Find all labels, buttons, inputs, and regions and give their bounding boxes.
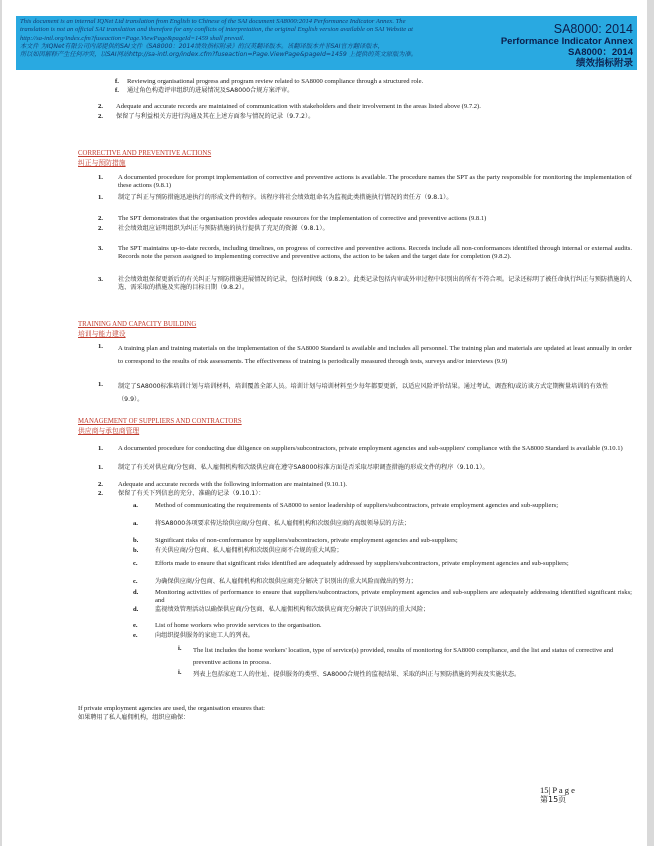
section-heading: TRAINING AND CAPACITY BUILDING — [78, 321, 197, 328]
title-standard: SA8000: 2014 — [553, 22, 633, 36]
item-letter: a. — [133, 520, 138, 527]
title-annex-zh: 绩效指标附录 — [575, 58, 633, 69]
item-text-zh: 通过角色构造评审组织的进展情况及SA8000合规方案评审。 — [127, 87, 294, 94]
page-number-zh: 第15页 — [540, 795, 567, 804]
item-text: A training plan and training materials on the implementation of the SA8000 Standard is available and includes all personnel. The training plan and materials are updated at least annually in order to correspond to the results of risk assessments. The effectiveness of training is periodically measured through tests, surveys and/or interviews (9.9) — [118, 345, 632, 365]
section-heading-zh: 供应商与承包商管理 — [78, 427, 140, 435]
notice-line: 所以如因解释产生任何冲突，以SAI网站http://sa-intl.org/index.cfm?fuseaction=Page.ViewPage&pageId=1459 上提供的英文原版为准。 — [20, 51, 417, 59]
item-letter: e. — [133, 622, 138, 629]
item-text-zh: 社会绩效组保留更新后的有关纠正与预防措施进展情况的记录，包括时间线（9.8.2）。此类记录包括内审或外审过程中识别出的所有不符合项。记录还标明了被任命执行纠正与预防措施的人选、需采取的措施及实施的目标日期（9.8.2）。 — [118, 276, 632, 292]
item-text-zh: 有关供应商/分包商、私人雇佣机构和次级供应商不合规的重大风险； — [155, 547, 343, 554]
item-letter: c. — [133, 560, 138, 567]
item-number: f. — [115, 78, 119, 85]
item-text-zh: 监视绩效管理活动以确保供应商/分包商、私人雇佣机构和次级供应商充分解决了识别出的重大风险； — [155, 606, 430, 613]
notice-line: translation is not an official SAI translation and therefore for any conflicts of interpretation, the original English version available on SAI Website at — [20, 26, 413, 34]
item-text: Reviewing organisational progress and program review related to SA8000 compliance through a structured role. — [127, 78, 424, 85]
document-page — [2, 0, 647, 846]
title-standard-zh: SA8000：2014 — [568, 47, 633, 58]
notice-line: http://sa-intl.org/index.cfm?fuseaction=Page.ViewPage&pageId=1459 shall prevail. — [20, 34, 245, 42]
item-text-zh: 制定了有关对供应商/分包商、私人雇佣机构和次级供应商在遵守SA8000标准方面是否采取尽职调查措施的形成文件的程序（9.10.1）。 — [118, 464, 489, 471]
item-number: 1. — [98, 464, 103, 471]
item-number: f. — [115, 87, 119, 94]
item-text: Significant risks of non-conformance by suppliers/subcontractors, private employment agencies and sub-suppliers; — [155, 537, 458, 544]
translation-notice — [20, 18, 514, 59]
item-number: 1. — [98, 194, 103, 201]
section-heading: CORRECTIVE AND PREVENTIVE ACTIONS — [78, 150, 212, 157]
item-number: 2. — [98, 113, 103, 120]
closing-text-zh: 如果聘用了私人雇佣机构，组织应确保： — [78, 714, 190, 721]
item-text: A documented procedure for conducting due diligence on suppliers/subcontractors, private employment agencies and sub-suppliers' compliance with the SA8000 Standard is available (9.10.1) — [118, 445, 623, 452]
item-text: A documented procedure for prompt implementation of corrective and preventive actions is available. The procedure names the SPT as the party responsible for monitoring the implementation of these actions (9.8.1) — [118, 174, 632, 190]
item-text-zh: 向组织提供服务的家庭工人的列表。 — [155, 632, 254, 639]
item-number: 2. — [98, 215, 103, 222]
item-text-zh: 列表上包括家庭工人的住址、提供服务的类型、SA8000合规性的监视结果、采取的纠正与预防措施的列表及实施状态。 — [193, 671, 521, 678]
notice-line: This document is an internal IQNet Ltd translation from English to Chinese of the SAI document SA8000:2014 Performance Indicator Annex. The — [20, 18, 406, 25]
item-letter: d. — [133, 589, 139, 596]
item-roman: i. — [178, 645, 182, 652]
item-text: Adequate and accurate records are maintained of communication with stakeholders and their involvement in the areas listed above (9.7.2). — [116, 103, 481, 110]
item-text-zh: 制定了SA8000标准培训计划与培训材料，培训覆盖全部人员。培训计划与培训材料至少每年都要更新，以适应风险评价结果。通过考试、调查和/或访谈方式定期衡量培训的有效性（9.9）。 — [118, 383, 609, 403]
item-text: Adequate and accurate records with the following information are maintained (9.10.1). — [118, 481, 348, 488]
item-text-zh: 社会绩效组应证明组织为纠正与预防措施的执行提供了充足的资源（9.8.1）。 — [118, 225, 329, 232]
item-letter: c. — [133, 578, 138, 585]
item-number: 1. — [98, 381, 103, 388]
item-text: The SPT demonstrates that the organisation provides adequate resources for the implementation of corrective and preventive actions (9.8.1) — [118, 215, 487, 222]
item-number: 3. — [98, 245, 103, 252]
item-number: 3. — [98, 276, 103, 283]
item-number: 2. — [98, 103, 103, 110]
title-annex: Performance Indicator Annex — [500, 36, 633, 47]
item-letter: a. — [133, 502, 138, 509]
item-number: 2. — [98, 490, 103, 497]
item-number: 1. — [98, 445, 103, 452]
item-roman: i. — [178, 669, 182, 676]
item-number: 2. — [98, 225, 103, 232]
item-text: Method of communicating the requirements of SA8000 to senior leadership of suppliers/subcontractors, private employment agencies and sub-suppliers; — [155, 502, 559, 509]
item-letter: e. — [133, 632, 138, 639]
item-number: 2. — [98, 481, 103, 488]
document-title — [473, 22, 633, 69]
item-text-zh: 保留了与利益相关方进行沟通及其在上述方面参与情况的记录（9.7.2）。 — [116, 113, 315, 120]
item-text: List of home workers who provide services to the organisation. — [155, 622, 322, 629]
item-number: 1. — [98, 343, 103, 350]
item-number: 1. — [98, 174, 103, 181]
item-text-zh: 将SA8000各项要求传达给供应商/分包商、私人雇佣机构和次级供应商的高级领导层的方法； — [155, 520, 411, 527]
item-text-zh: 制定了纠正与预防措施迅速执行的形成文件的程序。该程序将社会绩效组命名为监视此类措施执行情况的责任方（9.8.1）。 — [118, 194, 453, 201]
item-letter: b. — [133, 547, 139, 554]
item-text: The SPT maintains up-to-date records, including timelines, on progress of corrective and preventive actions. Records include all non-conformances identified through internal or external audits. Records note the person assigned to implementing corrective and preventive actions, the action to be taken and the target date for completion (9.8.2). — [118, 245, 632, 261]
notice-line: 本文件 为IQNet有限公司内部提供的SAI文件《SA8000：2014绩效指标附录》的汉英翻译版本。该翻译版本并非SAI官方翻译版本， — [20, 42, 384, 50]
page-number: 15| P a g e — [540, 785, 575, 795]
item-text: Monitoring activities of performance to ensure that suppliers/subcontractors, private employment agencies and sub-suppliers are adequately addressing identified significant risks; and — [155, 589, 632, 605]
item-text: Efforts made to ensure that significant risks identified are adequately addressed by suppliers/subcontractors, private employment agencies and sub-suppliers; — [155, 560, 569, 567]
page-footer — [540, 785, 575, 805]
item-text: The list includes the home workers' location, type of service(s) provided, results of monitoring for SA8000 compliance, and the list and status of corrective and preventive actions in process. — [193, 647, 614, 666]
item-letter: d. — [133, 606, 139, 613]
item-text-zh: 为确保供应商/分包商、私人雇佣机构和次级供应商充分解决了识别出的重大风险而做出的努力； — [155, 578, 417, 585]
section-heading-zh: 纠正与预防措施 — [78, 159, 126, 167]
section-heading-zh: 培训与能力建设 — [78, 330, 126, 338]
item-letter: b. — [133, 537, 139, 544]
closing-text: If private employment agencies are used, the organisation ensures that: — [78, 705, 266, 712]
translation-notice-banner — [16, 16, 637, 70]
item-text-zh: 保留了有关下列信息的充分、准确的记录（9.10.1）： — [118, 490, 265, 497]
section-heading: MANAGEMENT OF SUPPLIERS AND CONTRACTORS — [78, 418, 242, 425]
